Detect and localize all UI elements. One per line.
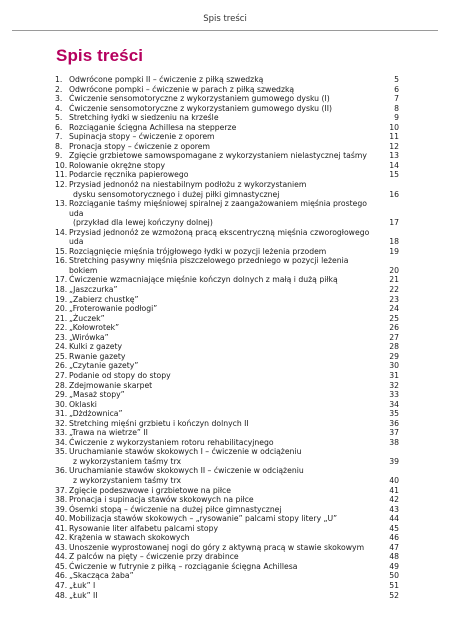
toc-entry-page-number: 46 [389,533,399,543]
toc-entry-title-line: Rysowanie liter alfabetu palcami stopy [69,523,219,533]
toc-entry-number: 18. [55,285,68,295]
toc-entry[interactable] [55,352,399,362]
toc-entry[interactable] [55,161,399,171]
toc-entry-title-line: „Kołowrotek” [69,323,120,333]
toc-entry[interactable] [55,543,399,553]
toc-entry-title-line: Ćwiczenie sensomotoryczne z wykorzystaniem gumowego dysku (I) [69,94,330,104]
toc-entry[interactable] [55,428,399,438]
toc-entry-title-line: Pronacja stopy – ćwiczenie z oporem [69,141,210,151]
toc-entry-title [69,161,389,171]
toc-entry[interactable] [55,524,399,534]
toc-entry-page-number: 48 [389,552,399,562]
toc-entry-number: 2. [55,84,63,94]
toc-entry-page-number: 43 [389,504,399,514]
toc-entry-number: 23. [55,332,68,342]
toc-entry-title [69,428,389,438]
toc-entry-title [69,562,389,572]
toc-entry-title-line: „Jaszczurka” [69,285,118,295]
toc-entry[interactable] [55,275,399,285]
toc-entry-title-line: „Wirówka” [69,332,109,342]
toc-entry-title [69,142,389,152]
toc-entry[interactable] [55,342,399,352]
toc-entry-title [69,466,389,485]
toc-entry-title-line: Ósemki stopą – ćwiczenie na dużej piłce gimnastycznej [69,504,282,514]
toc-entry-page-number: 12 [389,141,399,151]
toc-entry[interactable] [55,170,399,180]
toc-entry-title-line: Rolowanie okrężne stopy [69,160,165,170]
toc-entry-page-number: 19 [389,246,399,256]
toc-entry-number: 5. [55,113,63,123]
toc-entry[interactable] [55,486,399,496]
toc-entry-title-line: Odwrócone pompki – ćwiczenie w parach z piłką szwedzką [69,84,295,94]
toc-entry[interactable] [55,94,399,104]
toc-entry-title-continuation: (przykład dla lewej kończyny dolnej) [73,218,213,228]
toc-entry-number: 38. [55,495,68,505]
toc-entry-number: 44. [55,552,68,562]
toc-entry-number: 46. [55,571,68,581]
toc-entry-title [69,170,389,180]
toc-entry-title [69,361,389,371]
toc-entry-title [69,571,389,581]
toc-entry-page-number: 24 [389,304,399,314]
toc-entry-page-number: 39 [389,456,399,466]
toc-entry-title-line: Uruchamianie stawów skokowych I – ćwiczenie w odciążeniu [69,447,302,457]
page-title: Spis treści [56,46,144,65]
toc-entry-title [69,438,389,448]
toc-entry-title-line: Mobilizacja stawów skokowych – „rysowanie” palcami stopy litery „U” [69,514,338,524]
toc-entry[interactable] [55,75,399,85]
toc-entry-page-number: 14 [389,160,399,170]
toc-entry-page-number: 13 [389,151,399,161]
toc-entry-title [69,390,389,400]
toc-entry[interactable] [55,256,399,275]
toc-entry[interactable] [55,132,399,142]
toc-entry-title-line: Przysiad jednonóż na niestabilnym podłożu z wykorzystaniem [69,180,307,190]
toc-entry-page-number: 50 [389,571,399,581]
toc-entry-title [69,247,389,257]
toc-entry[interactable] [55,466,399,485]
toc-entry[interactable] [55,123,399,133]
toc-entry-title [69,381,389,391]
toc-entry-title-line: „Froterowanie podłogi” [69,304,158,314]
toc-entry-page-number: 30 [389,361,399,371]
toc-entry[interactable] [55,438,399,448]
toc-entry-title [69,333,389,343]
toc-entry-title [69,400,389,410]
toc-entry-page-number: 42 [389,495,399,505]
toc-entry[interactable] [55,505,399,515]
toc-entry-number: 17. [55,275,68,285]
toc-entry[interactable] [55,151,399,161]
toc-entry-page-number: 16 [389,189,399,199]
toc-entry-title-continuation: z wykorzystaniem taśmy trx [73,456,182,466]
toc-entry-number: 40. [55,514,68,524]
toc-entry-number: 14. [55,227,68,237]
toc-entry-title [69,275,389,285]
toc-entry-page-number: 9 [394,113,399,123]
toc-entry-title-line: Stretching łydki w siedzeniu na krześle [69,113,219,123]
toc-entry-title [69,524,389,534]
toc-entry-title-line: Zgięcie grzbietowe samowspomagane z wykorzystaniem nielastycznej taśmy [69,151,367,161]
toc-entry-page-number: 27 [389,332,399,342]
toc-entry[interactable] [55,314,399,324]
toc-entry-number: 29. [55,390,68,400]
toc-entry-page-number: 20 [389,265,399,275]
toc-entry[interactable] [55,409,399,419]
toc-entry[interactable] [55,552,399,562]
toc-entry-page-number: 36 [389,418,399,428]
toc-entry-number: 9. [55,151,63,161]
toc-entry-page-number: 23 [389,294,399,304]
toc-entry-page-number: 44 [389,514,399,524]
toc-entry[interactable] [55,514,399,524]
toc-entry-title [69,409,389,419]
toc-entry-title-line: Oklaski [69,399,97,409]
toc-entry-number: 13. [55,199,68,209]
toc-entry-number: 15. [55,246,68,256]
table-of-contents [55,75,399,600]
toc-entry-title-line: Ćwiczenie w futrynie z piłką – rozciąganie ścięgna Achillesa [69,561,298,571]
toc-entry-title [69,113,394,123]
toc-entry-number: 31. [55,409,68,419]
toc-entry-title [69,342,389,352]
toc-entry-title-continuation: z wykorzystaniem taśmy trx [73,475,182,485]
toc-entry-page-number: 32 [389,380,399,390]
toc-entry-title-line: Rwanie gazety [69,351,126,361]
toc-entry-title-line: „Dżdżownica” [69,409,123,419]
toc-entry-title-line: „Czytanie gazety” [69,361,139,371]
toc-entry[interactable] [55,533,399,543]
toc-entry-title [69,314,389,324]
toc-entry[interactable] [55,113,399,123]
toc-entry-title [69,295,389,305]
toc-entry-number: 48. [55,590,68,600]
toc-entry-title-line: Supinacja stopy – ćwiczenie z oporem [69,132,215,142]
toc-entry-number: 16. [55,256,68,266]
toc-entry-number: 43. [55,542,68,552]
toc-entry-number: 22. [55,323,68,333]
toc-entry-title-line: Stretching pasywny mięśnia piszczelowego przedniego w pozycji leżenia bokiem [69,256,349,275]
toc-entry-title [69,447,389,466]
toc-entry-title-line: Rozciąganie taśmy mięśniowej spiralnej z zaangażowaniem mięśnia prostego uda [69,199,367,218]
toc-entry-title [69,371,389,381]
toc-entry[interactable] [55,390,399,400]
toc-entry-number: 35. [55,447,68,457]
toc-entry-title [69,419,389,429]
toc-entry-number: 6. [55,122,63,132]
toc-entry-page-number: 35 [389,409,399,419]
toc-entry-title-line: Kulki z gazety [69,342,123,352]
toc-entry-title-line: „Trawa na wietrze” II [69,428,148,438]
toc-entry-title-line: Uruchamianie stawów skokowych II – ćwiczenie w odciążeniu [69,466,304,476]
toc-entry-title [69,228,389,247]
toc-entry[interactable] [55,199,399,228]
toc-entry-title-line: Pronacja i supinacja stawów skokowych na piłce [69,495,254,505]
toc-entry[interactable] [55,295,399,305]
toc-entry-title-line: Krążenia w stawach skokowych [69,533,190,543]
toc-entry-title [69,199,389,228]
toc-entry-page-number: 22 [389,285,399,295]
toc-entry-title-line: Ćwiczenie sensomotoryczne z wykorzystaniem gumowego dysku (II) [69,103,333,113]
toc-entry-number: 30. [55,399,68,409]
toc-entry-title-line: „Łuk” I [69,580,96,590]
toc-entry-page-number: 40 [389,475,399,485]
toc-entry-title [69,495,389,505]
toc-entry-number: 33. [55,428,68,438]
toc-entry[interactable] [55,228,399,247]
toc-entry-title [69,533,389,543]
toc-entry-number: 3. [55,94,63,104]
toc-entry-title [69,352,389,362]
toc-entry-title [69,543,389,553]
toc-entry[interactable] [55,85,399,95]
toc-entry-title [69,304,389,314]
toc-entry-number: 27. [55,370,68,380]
toc-entry-title [69,323,389,333]
toc-entry-page-number: 31 [389,370,399,380]
toc-entry-page-number: 45 [389,523,399,533]
toc-entry-page-number: 37 [389,428,399,438]
toc-entry-title-line: „Żuczek” [69,313,105,323]
toc-entry[interactable] [55,419,399,429]
toc-entry-page-number: 15 [389,170,399,180]
toc-entry-page-number: 33 [389,390,399,400]
toc-entry[interactable] [55,333,399,343]
toc-entry-title [69,256,389,275]
toc-entry[interactable] [55,591,399,601]
toc-entry-title [69,123,389,133]
toc-entry-title-line: „Zabierz chustkę” [69,294,139,304]
toc-entry-title-line: „Masaż stopy” [69,390,125,400]
toc-entry-page-number: 26 [389,323,399,333]
toc-entry-number: 39. [55,504,68,514]
toc-entry-title-line: Podanie od stopy do stopy [69,370,171,380]
toc-entry-number: 42. [55,533,68,543]
toc-entry[interactable] [55,371,399,381]
toc-entry[interactable] [55,562,399,572]
toc-entry[interactable] [55,142,399,152]
toc-entry-number: 24. [55,342,68,352]
toc-entry-number: 11. [55,170,68,180]
toc-entry[interactable] [55,400,399,410]
toc-entry[interactable] [55,104,399,114]
toc-entry-title [69,132,389,142]
toc-entry-page-number: 21 [389,275,399,285]
toc-entry-title-line: Zgięcie podeszwowe i grzbietowe na piłce [69,485,231,495]
toc-entry-number: 20. [55,304,68,314]
toc-entry[interactable] [55,180,399,199]
toc-entry-number: 36. [55,466,68,476]
toc-entry[interactable] [55,247,399,257]
toc-entry-title-line: Z palców na pięty – ćwiczenie przy drabince [69,552,239,562]
toc-entry-page-number: 6 [394,84,399,94]
toc-entry-title-line: Zdejmowanie skarpet [69,380,153,390]
toc-entry-page-number: 11 [389,132,399,142]
toc-entry-number: 47. [55,580,68,590]
toc-entry-number: 45. [55,561,68,571]
toc-entry-number: 19. [55,294,68,304]
toc-entry-page-number: 52 [389,590,399,600]
toc-entry-title [69,151,389,161]
toc-entry-title [69,104,394,114]
toc-entry-title-line: Unoszenie wyprostowanej nogi do góry z aktywną pracą w stawie skokowym [69,542,365,552]
toc-entry[interactable] [55,304,399,314]
toc-entry-page-number: 29 [389,351,399,361]
toc-entry-title [69,285,389,295]
toc-entry[interactable] [55,495,399,505]
toc-entry-title-continuation: dysku sensomotorycznego i dużej piłki gimnastycznej [73,189,280,199]
toc-entry[interactable] [55,581,399,591]
toc-entry-number: 25. [55,351,68,361]
toc-entry-title-line: Podarcie ręcznika papierowego [69,170,189,180]
toc-entry-page-number: 28 [389,342,399,352]
toc-entry-number: 10. [55,160,68,170]
toc-entry[interactable] [55,361,399,371]
toc-entry-page-number: 7 [394,94,399,104]
toc-entry-number: 4. [55,103,63,113]
toc-entry-page-number: 5 [394,75,399,84]
toc-entry-page-number: 41 [389,485,399,495]
toc-entry-title [69,180,389,199]
toc-entry-page-number: 38 [389,437,399,447]
toc-entry-title-line: Rozciągnięcie mięśnia trójgłowego łydki w pozycji leżenia przodem [69,246,327,256]
toc-entry-title-line: Stretching mięśni grzbietu i kończyn dolnych II [69,418,249,428]
toc-entry-title-line: Ćwiczenie z wykorzystaniem rotoru rehabilitacyjnego [69,437,274,447]
toc-entry-page-number: 8 [394,103,399,113]
toc-entry[interactable] [55,285,399,295]
toc-entry-number: 37. [55,485,68,495]
toc-entry-title [69,85,394,95]
toc-entry-page-number: 25 [389,313,399,323]
toc-entry-number: 26. [55,361,68,371]
toc-entry-title-line: Odwrócone pompki II – ćwiczenie z piłką szwedzką [69,75,264,84]
toc-entry-number: 7. [55,132,63,142]
toc-entry-page-number: 34 [389,399,399,409]
toc-entry-title-line: Rozciąganie ścięgna Achillesa na stepperze [69,122,237,132]
toc-entry-page-number: 49 [389,561,399,571]
toc-entry-number: 32. [55,418,68,428]
toc-entry-number: 28. [55,380,68,390]
toc-entry-title [69,486,389,496]
toc-entry-number: 34. [55,437,68,447]
toc-entry-title [69,552,389,562]
toc-entry-page-number: 18 [389,237,399,247]
header-divider [12,30,438,31]
toc-entry-title [69,505,389,515]
toc-entry-page-number: 47 [389,542,399,552]
toc-entry-title [69,75,394,85]
toc-entry-title-line: „Skacząca żaba” [69,571,134,581]
toc-entry-title [69,581,389,591]
toc-entry[interactable] [55,323,399,333]
toc-entry-page-number: 10 [389,122,399,132]
toc-entry-number: 21. [55,313,68,323]
toc-entry-title [69,94,394,104]
toc-entry[interactable] [55,447,399,466]
toc-entry-page-number: 51 [389,580,399,590]
toc-entry-title [69,514,389,524]
toc-entry-title-line: Ćwiczenie wzmacniające mięśnie kończyn dolnych z małą i dużą piłką [69,275,338,285]
toc-entry-title-line: Przysiad jednonóż ze wzmożoną pracą ekscentryczną mięśnia czworogłowego uda [69,227,370,247]
toc-entry[interactable] [55,571,399,581]
running-header: Spis treści [203,14,247,24]
toc-entry-number: 8. [55,141,63,151]
toc-entry-number: 12. [55,180,68,190]
toc-entry-title-line: „Łuk” II [69,590,98,600]
toc-entry-number: 1. [55,75,63,84]
toc-entry-number: 41. [55,523,68,533]
toc-entry-title [69,591,389,601]
toc-entry[interactable] [55,381,399,391]
toc-entry-page-number: 17 [389,218,399,228]
